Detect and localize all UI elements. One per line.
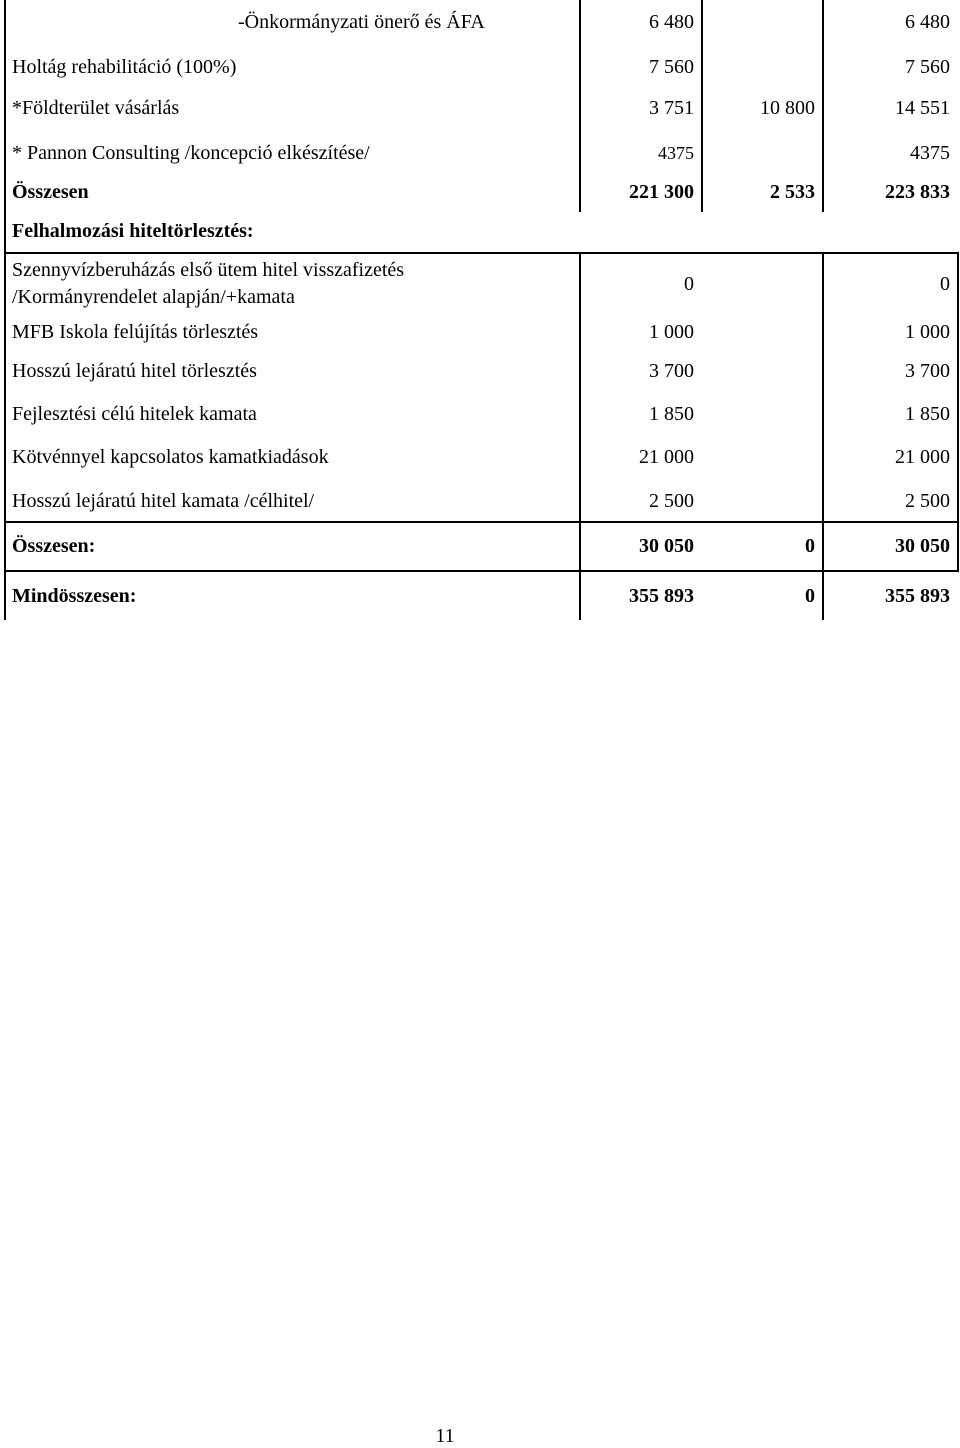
value-col-3: 223 833 xyxy=(885,181,950,203)
value-col-2: 0 xyxy=(805,585,815,607)
row-label: Fejlesztési célú hitelek kamata xyxy=(12,403,257,425)
row-separator-1 xyxy=(4,252,959,254)
value-col-3: 4375 xyxy=(910,142,950,164)
row-separator-2 xyxy=(4,521,959,523)
col-divider-1-lower xyxy=(579,252,581,620)
value-col-1: 21 000 xyxy=(639,446,694,468)
value-col-3: 30 050 xyxy=(895,535,950,557)
value-col-3: 14 551 xyxy=(895,97,950,119)
row-label: * Pannon Consulting /koncepció elkészítése/ xyxy=(12,142,370,164)
value-col-3: 2 500 xyxy=(905,490,950,512)
value-col-1: 2 500 xyxy=(649,490,694,512)
value-col-1: 3 700 xyxy=(649,360,694,382)
value-col-1: 6 480 xyxy=(649,11,694,33)
row-label-line-1: Szennyvízberuházás első ütem hitel visszafizetés xyxy=(12,259,405,281)
page-number: 11 xyxy=(435,1425,455,1447)
value-col-3: 3 700 xyxy=(905,360,950,382)
row-label: Hosszú lejáratú hitel kamata /célhitel/ xyxy=(12,490,315,512)
row-label: *Földterület vásárlás xyxy=(12,97,180,119)
value-col-1: 221 300 xyxy=(629,181,694,203)
value-col-3: 0 xyxy=(940,273,950,295)
col-divider-1 xyxy=(579,0,581,212)
row-separator-3 xyxy=(4,570,959,572)
row-label: Összesen xyxy=(12,181,89,203)
value-col-2: 10 800 xyxy=(760,97,815,119)
row-label: Holtág rehabilitáció (100%) xyxy=(12,56,237,78)
row-label: MFB Iskola felújítás törlesztés xyxy=(12,321,259,343)
col-divider-3 xyxy=(822,0,824,212)
value-col-3: 1 850 xyxy=(905,403,950,425)
value-col-1: 355 893 xyxy=(629,585,694,607)
value-col-1: 1 850 xyxy=(649,403,694,425)
left-border xyxy=(4,0,6,620)
col-divider-3-lower xyxy=(822,252,824,620)
value-col-1: 3 751 xyxy=(649,97,694,119)
value-col-1: 30 050 xyxy=(639,535,694,557)
row-label: Összesen: xyxy=(12,535,96,557)
value-col-3: 355 893 xyxy=(885,585,950,607)
row-label: Hosszú lejáratú hitel törlesztés xyxy=(12,360,257,382)
row-label: -Önkormányzati önerő és ÁFA xyxy=(238,11,485,33)
value-col-2: 2 533 xyxy=(770,181,815,203)
value-col-3: 1 000 xyxy=(905,321,950,343)
section-heading: Felhalmozási hiteltörlesztés: xyxy=(12,220,254,242)
value-col-1: 7 560 xyxy=(649,56,694,78)
value-col-3: 6 480 xyxy=(905,11,950,33)
col-divider-2 xyxy=(701,0,703,212)
row-label-line-2: /Kormányrendelet alapján/+kamata xyxy=(12,286,295,308)
value-col-1: 1 000 xyxy=(649,321,694,343)
value-col-1: 4375 xyxy=(658,143,694,163)
value-col-1: 0 xyxy=(684,273,694,295)
row-label: Kötvénnyel kapcsolatos kamatkiadások xyxy=(12,446,329,468)
value-col-2: 0 xyxy=(805,535,815,557)
row-label: Mindösszesen: xyxy=(12,585,137,607)
value-col-3: 21 000 xyxy=(895,446,950,468)
value-col-3: 7 560 xyxy=(905,56,950,78)
